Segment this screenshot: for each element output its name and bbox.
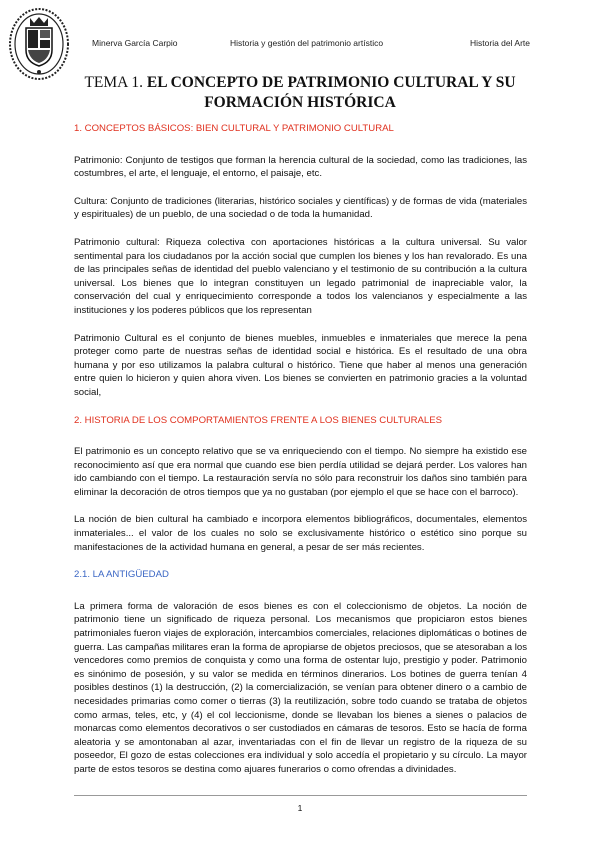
paragraph-patrimonio: Patrimonio: Conjunto de testigos que forman la herencia cultural de la sociedad, como las tradiciones, las costumbres, el arte, el lenguaje, el entorno, el paisaje, etc. xyxy=(74,154,527,180)
header-author: Minerva García Carpio xyxy=(92,38,178,48)
document-body xyxy=(74,122,527,791)
university-seal-logo xyxy=(8,6,70,82)
paragraph-cultura: Cultura: Conjunto de tradiciones (literarias, histórico sociales y científicas) y de formas de vida (materiales y espirituales) de un pueblo, de una sociedad o de toda la humanidad. xyxy=(74,195,527,221)
header-course: Historia y gestión del patrimonio artístico xyxy=(230,38,384,48)
page-number: 1 xyxy=(297,803,303,813)
paragraph-patrimonio-cultural-def: Patrimonio Cultural es el conjunto de bienes muebles, inmuebles e inmateriales que merece la pena proteger como parte de nuestras señas de identidad social e histórica. Es el resultado de una obra humana y por eso utilizamos la palabra cultural o histórico. Tiene que haber al menos una generación entre quien lo hicieron y quien ahora viven. Los bienes se convierten en patrimonio gracies a la voluntad social, xyxy=(74,332,527,398)
header-subject: Historia del Arte xyxy=(470,38,530,48)
paragraph-nocion-bien-cultural: La noción de bien cultural ha cambiado e incorpora elementos bibliográficos, documentales, elementos inmateriales... el valor de los cuales no solo se exclusivamente histórico o estético sino porque su manifestaciones de la actividad humana en general, a pesar de ser más recientes. xyxy=(74,514,527,553)
section-2-heading: 2. HISTORIA DE LOS COMPORTAMIENTOS FRENTE A LOS BIENES CULTURALES xyxy=(74,414,443,426)
title-line-1: EL CONCEPTO DE PATRIMONIO CULTURAL Y SU xyxy=(146,74,516,91)
title-prefix: TEMA 1. xyxy=(84,74,144,91)
paragraph-patrimonio-cultural: Patrimonio cultural: Riqueza colectiva con aportaciones históricas a la cultura universal. Su valor sentimental para los ciudadanos por la acción social que cumplen los bienes y los han revalorado. Es una de las principales señas de identidad del pueblo valenciano y el testimonio de su contribución a la cultura universal. Los bienes que lo integran constituyen un legado patrimonial de inapreciable valor, la conservación del cual y enriquecimiento corresponde a todos los valencianos y especialmente a las instituciones y los poderes públicos que los representan xyxy=(74,236,527,316)
footer-divider xyxy=(74,795,527,796)
section-2-1-heading: 2.1. LA ANTIGÜEDAD xyxy=(74,569,169,581)
document-title xyxy=(74,73,526,113)
title-line-2: FORMACIÓN HISTÓRICA xyxy=(204,94,396,111)
section-1-heading: 1. CONCEPTOS BÁSICOS: BIEN CULTURAL Y PATRIMONIO CULTURAL xyxy=(74,123,394,134)
paragraph-patrimonio-relativo: El patrimonio es un concepto relativo que se va enriqueciendo con el tiempo. No siempre ha existido ese reconocimiento así que era normal que cuando ese bien perdía utilidad se dejará perder. Los valores han ido cambiando con el tiempo. La restauración servía no sólo para reconstruir los daños sino también para eliminar la decoración de otros tiempos que ya no gustaban (por ejemplo el que se hace con el barroco). xyxy=(74,446,527,498)
paragraph-antiguedad: La primera forma de valoración de esos bienes es con el coleccionismo de objetos. La noción de patrimonio tiene un significado de riqueza personal. Los mecanismos que propiciaron estos bienes patrimoniales fueron viajes de exploración, intercambios comerciales, relaciones diplomáticas o botines de guerra. Las campañas militares eran la forma de apropiarse de objetos preciosos, que se atesoraban a los vencedores como premios de conquista y como una forma de ostentar lujo, prestigio y poder. Patrimonio es sinónimo de posesión, y su valor se medida en términos dinerarios. Los botines de guerra tenían 4 posibles destinos (1) la destrucción, (2) la comercialización, se venían para obtener dinero o a cambio de necesidades primarias como comer o tierras (3) la reutilización, sobre todo cuando se trataba de objetos como armas, teles, etc, y (4) el col leccionisme, donde se llevaban los bienes a sienes o palacios de monarcas como elementos decorativos o ser custodiados en cámaras de tesoros. Esto se hacía de forma aleatoria y se amontonaban al azar, inventariadas con el fin de llevar un registro de la riqueza de su poseedor, El gozo de estas colecciones era individual y solo accedía el propietario y su círculo. La mayor parte de estos tesoros se destina como ajuares funerarios o como ofrendas a divinidades. xyxy=(74,600,527,775)
